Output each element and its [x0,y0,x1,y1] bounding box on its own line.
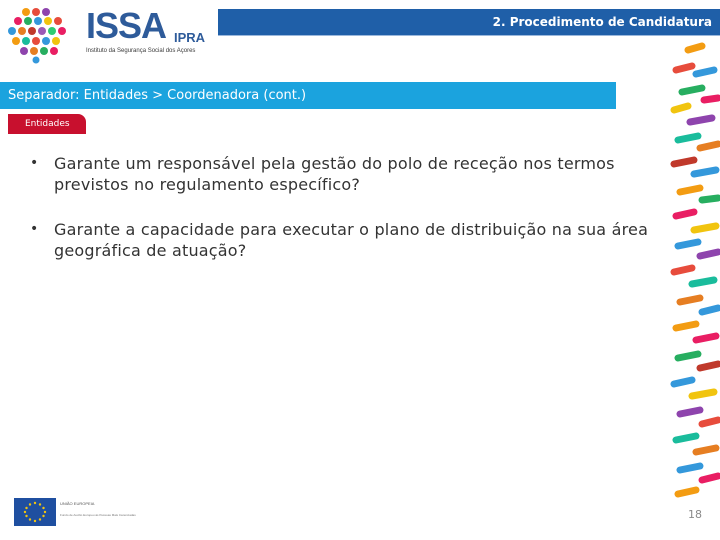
list-item [30,153,650,195]
bullet-icon: • [30,221,39,237]
eu-flag-logo-icon [14,496,136,528]
list-item [30,219,650,261]
logo-name: ISSA [86,5,167,46]
bullet-icon: • [30,155,39,171]
logo-suffix: IPRA [174,30,206,45]
logo-subtitle: Instituto da Segurança Social dos Açores [86,48,196,54]
bullet-text: Garante a capacidade para executar o plano de distribuição na sua área geográfica de atuação? [54,220,649,260]
separator-bar: Separador: Entidades > Coordenadora (cont.) [0,82,616,109]
slide-header: 2. Procedimento de Candidatura [218,9,720,35]
issa-logo [86,5,206,54]
page-number: 18 [688,508,702,521]
bullet-list [30,153,650,285]
eu-logo-line-1: UNIÃO EUROPEIA [60,501,95,506]
tab-entidades: Entidades [8,114,86,134]
decorative-strip-icon [668,40,720,500]
bullet-text: Garante um responsável pela gestão do polo de receção nos termos previstos no regulamento específico? [54,154,615,194]
eu-logo-line-2: Fundo de Auxílio Europeu às Pessoas Mais Carenciadas [60,513,136,517]
header-divider [218,35,720,36]
issa-logo-dots-icon [6,6,72,64]
